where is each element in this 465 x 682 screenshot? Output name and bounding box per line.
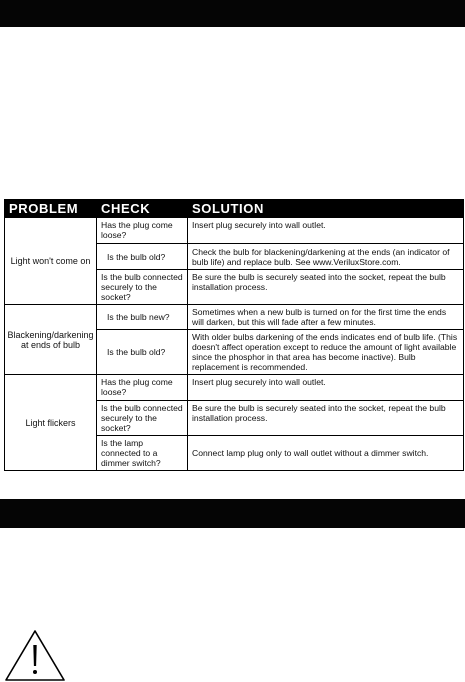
solution-cell: With older bulbs darkening of the ends indicates end of bulb life. (This doesn't affect operation except to reduce the amount of light available since the phosphor in that area has become inactive). Bulb replacement is recommended. — [188, 330, 464, 375]
check-cell: Is the bulb old? — [97, 244, 188, 270]
top-header-bar — [0, 0, 465, 27]
section-header-bar — [0, 499, 465, 528]
check-cell: Is the bulb old? — [97, 330, 188, 375]
header-check: CHECK — [97, 200, 188, 218]
solution-cell: Be sure the bulb is securely seated into the socket, repeat the bulb installation process. — [188, 270, 464, 305]
warning-icon — [3, 628, 67, 682]
problem-cell: Light flickers — [5, 375, 97, 471]
problem-cell: Blackening/darkening at ends of bulb — [5, 305, 97, 375]
troubleshooting-table — [4, 199, 464, 471]
check-cell: Has the plug come loose? — [97, 375, 188, 401]
table-row — [5, 218, 464, 244]
check-cell: Is the bulb connected securely to the socket? — [97, 270, 188, 305]
check-cell: Has the plug come loose? — [97, 218, 188, 244]
solution-cell: Sometimes when a new bulb is turned on for the first time the ends will darken, but this will fade after a few minutes. — [188, 305, 464, 330]
solution-cell: Check the bulb for blackening/darkening at the ends (an indicator of bulb life) and replace bulb. See www.VeriluxStore.com. — [188, 244, 464, 270]
solution-cell: Insert plug securely into wall outlet. — [188, 218, 464, 244]
check-cell: Is the bulb new? — [97, 305, 188, 330]
table-header-row — [5, 200, 464, 218]
check-cell: Is the lamp connected to a dimmer switch? — [97, 436, 188, 471]
header-problem: PROBLEM — [5, 200, 97, 218]
check-cell: Is the bulb connected securely to the socket? — [97, 401, 188, 436]
header-solution: SOLUTION — [188, 200, 464, 218]
solution-cell: Be sure the bulb is securely seated into the socket, repeat the bulb installation process. — [188, 401, 464, 436]
solution-cell: Connect lamp plug only to wall outlet without a dimmer switch. — [188, 436, 464, 471]
problem-cell: Light won't come on — [5, 218, 97, 305]
table-row — [5, 375, 464, 401]
solution-cell: Insert plug securely into wall outlet. — [188, 375, 464, 401]
table-row — [5, 305, 464, 330]
